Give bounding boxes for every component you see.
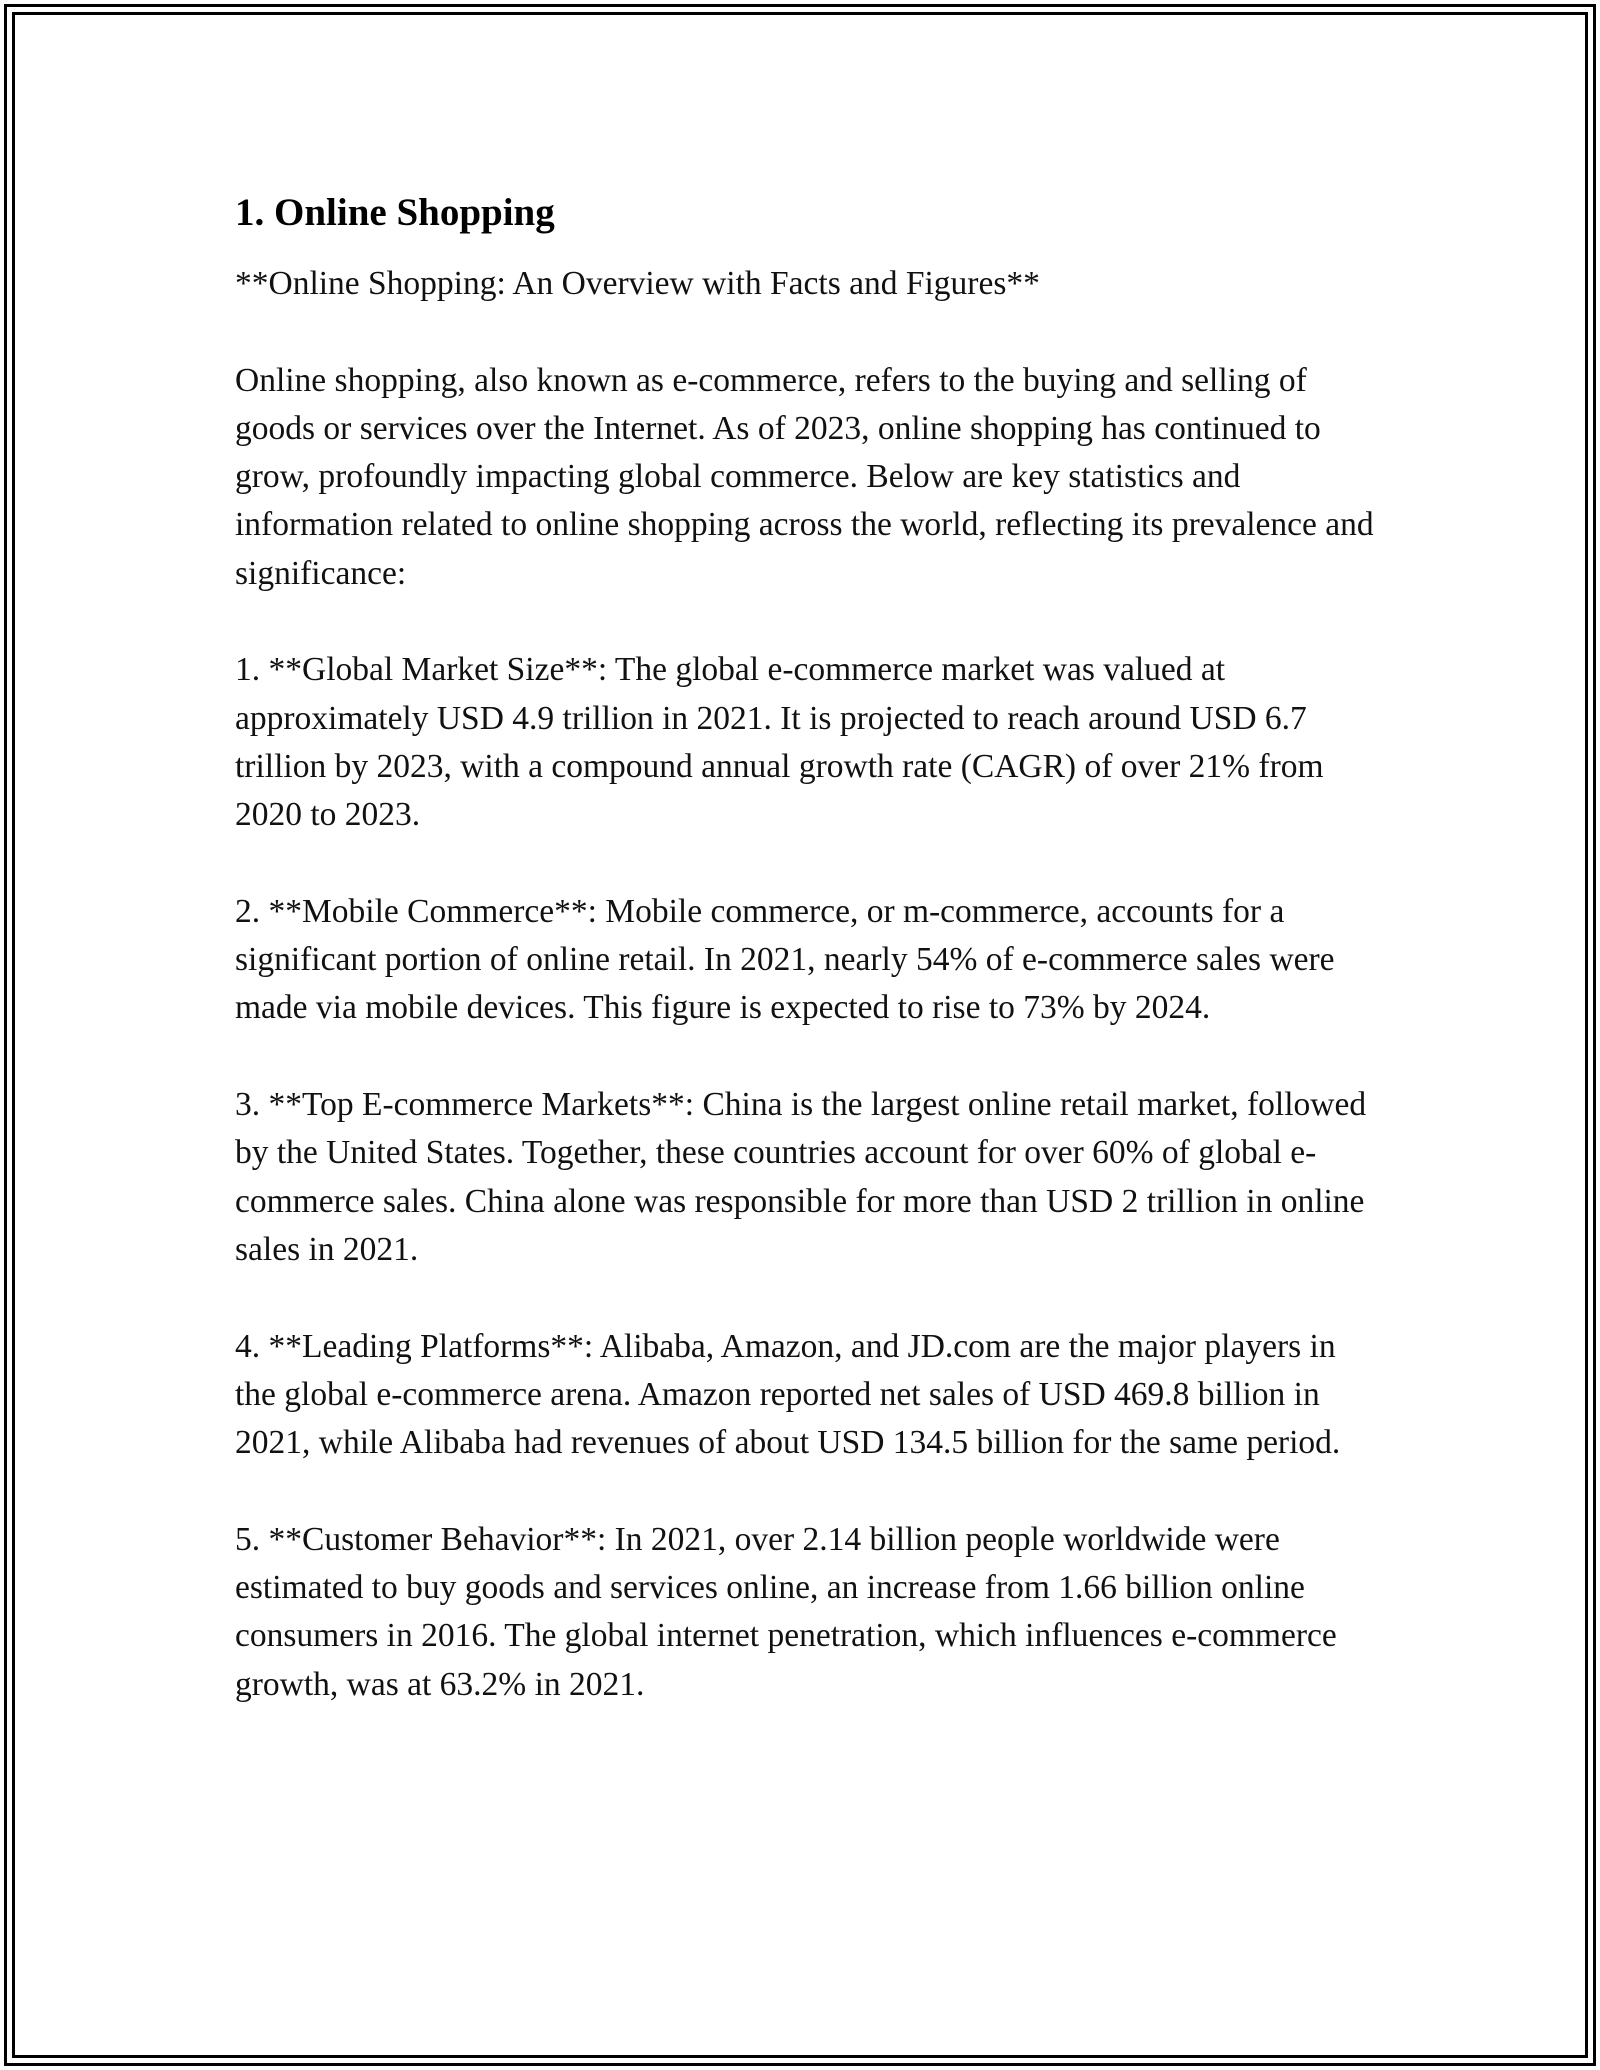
section-title: 1. Online Shopping bbox=[235, 191, 555, 234]
list-item: 3. **Top E-commerce Markets**: China is the largest online retail market, followed by the United States. Together, these countries account for over 60% of global e-commerce sales. China alone was responsible for more than USD 2 trillion in online sales in 2021. bbox=[235, 1086, 1367, 1268]
intro-paragraph: Online shopping, also known as e-commerce, refers to the buying and selling of goods or services over the Internet. As of 2023, online shopping has continued to grow, profoundly impacting global commerce. Below are key statistics and information related to online shopping across the world, reflecting its prevalence and significance: bbox=[235, 361, 1374, 592]
list-item: 4. **Leading Platforms**: Alibaba, Amazon, and JD.com are the major players in the global e-commerce arena. Amazon reported net sales of USD 469.8 billion in 2021, while Alibaba had revenues of about USD 134.5 billion for the same period. bbox=[235, 1327, 1341, 1462]
list-item: 5. **Customer Behavior**: In 2021, over 2.14 billion people worldwide were estimated to buy goods and services online, an increase from 1.66 billion online consumers in 2016. The global internet penetration, which influences e-commerce growth, was at 63.2% in 2021. bbox=[235, 1520, 1337, 1703]
list-item: 1. **Global Market Size**: The global e-commerce market was valued at approximately USD 4.9 trillion in 2021. It is projected to reach around USD 6.7 trillion by 2023, with a compound annual growth rate (CAGR) of over 21% from 2020 to 2023. bbox=[235, 651, 1324, 834]
list-item: 2. **Mobile Commerce**: Mobile commerce, or m-commerce, accounts for a significant portion of online retail. In 2021, nearly 54% of e-commerce sales were made via mobile devices. This figure is expected to rise to 73% by 2024. bbox=[235, 892, 1335, 1027]
document-body bbox=[235, 186, 1375, 1757]
document-subtitle: **Online Shopping: An Overview with Facts and Figures** bbox=[235, 265, 1040, 302]
